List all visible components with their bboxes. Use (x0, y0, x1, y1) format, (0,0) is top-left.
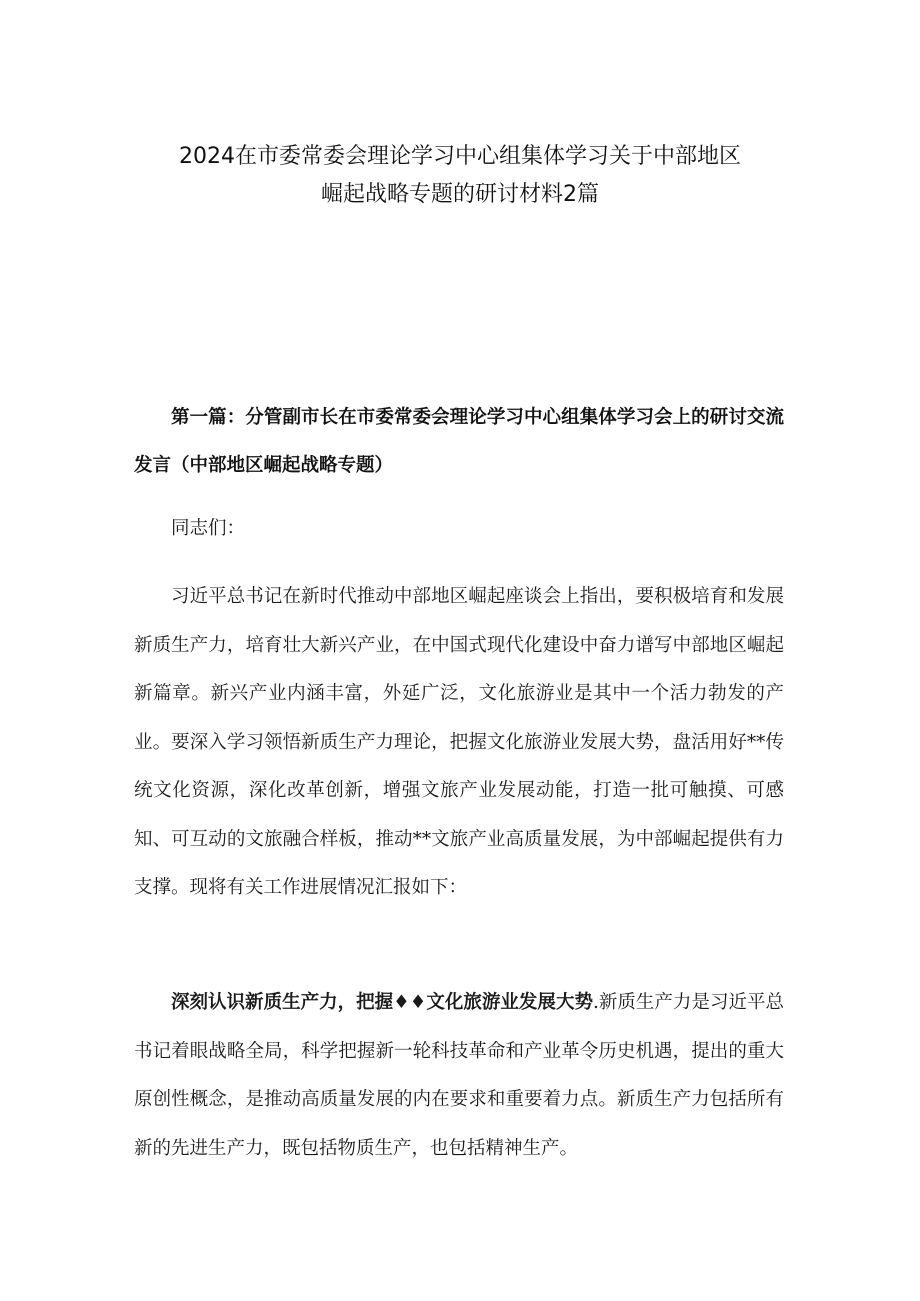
section-heading: 第一篇：分管副市长在市委常委会理论学习中心组集体学习会上的研讨交流发言（中部地区崛起战略专题） (134, 407, 784, 476)
document-title (110, 138, 810, 214)
salutation: 同志们： (171, 518, 246, 539)
paragraph-2-lead: 深刻认识新质生产力，把握♦♦文化旅游业发展大势 (171, 992, 593, 1013)
paragraph-1-block (134, 573, 784, 913)
document-title-line-1: 2024在市委常委会理论学习中心组集体学习关于中部地区 (179, 144, 741, 169)
paragraph-2 (134, 979, 784, 1173)
document-title-line-2: 崛起战略专题的研讨材料2篇 (321, 182, 599, 207)
paragraph-2-rest: .新质生产力是习近平总书记着眼战略全局，科学把握新一轮科技革命和产业革令历史机遇，提出的重大原创性概念，是推动高质量发展的内在要求和重要着力点。新质生产力包括所有新的先进生产力，既包括物质生产，也包括精神生产。 (134, 992, 784, 1159)
paragraph-1: 习近平总书记在新时代推动中部地区崛起座谈会上指出，要积极培育和发展新质生产力，培育壮大新兴产业，在中国式现代化建设中奋力谱写中部地区崛起新篇章。新兴产业内涵丰富，外延广泛，文化旅游业是其中一个活力勃发的产业。要深入学习领悟新质生产力理论，把握文化旅游业发展大势，盘活用好**传统文化资源，深化改革创新，增强文旅产业发展动能，打造一批可触摸、可感知、可互动的文旅融合样板，推动**文旅产业高质量发展，为中部崛起提供有力支撑。现将有关工作进展情况汇报如下： (134, 586, 784, 898)
paragraph-2-block (134, 979, 784, 1173)
